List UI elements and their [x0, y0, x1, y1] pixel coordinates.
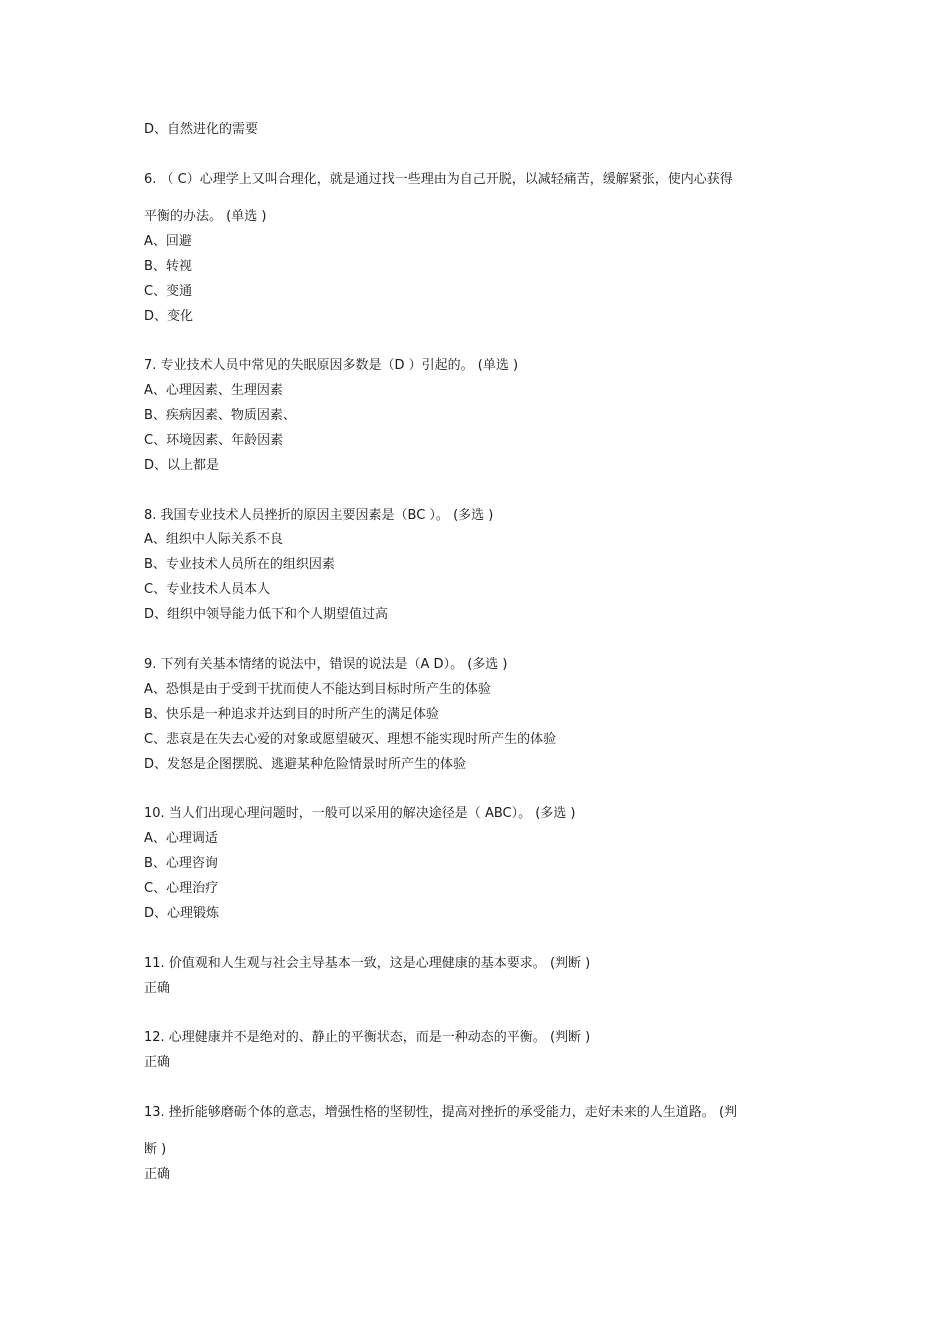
q8-option-b: B、专业技术人员所在的组织因素	[144, 557, 335, 572]
q8-option-c: C、专业技术人员本人	[144, 582, 271, 597]
q5-option-d: D、自然进化的需要	[144, 122, 259, 137]
q9-option-a: A、恐惧是由于受到干扰而使人不能达到目标时所产生的体验	[144, 682, 491, 697]
q13-question-cont: 断 )	[144, 1142, 167, 1157]
q6-option-c: C、变通	[144, 284, 193, 299]
q6-question: 6. （ C）心理学上又叫合理化，就是通过找一些理由为自己开脱，以减轻痛苦，缓解紧张，使内心获得	[144, 172, 733, 187]
q10-option-b: B、心理咨询	[144, 856, 218, 871]
q8-option-a: A、组织中人际关系不良	[144, 532, 283, 547]
q9-option-b: B、快乐是一种追求并达到目的时所产生的满足体验	[144, 707, 439, 722]
q9-option-c: C、悲哀是在失去心爱的对象或愿望破灭、理想不能实现时所产生的体验	[144, 732, 557, 747]
q10-question: 10. 当人们出现心理问题时，一般可以采用的解决途径是（ ABC）。 (多选 )	[144, 806, 576, 821]
q10-option-c: C、心理治疗	[144, 881, 219, 896]
q9-option-d: D、发怒是企图摆脱、逃避某种危险情景时所产生的体验	[144, 757, 467, 772]
q7-option-c: C、环境因素、年龄因素	[144, 433, 284, 448]
q12-answer: 正确	[144, 1055, 171, 1070]
q10-option-a: A、心理调适	[144, 831, 218, 846]
q6-option-a: A、回避	[144, 234, 192, 249]
q8-question: 8. 我国专业技术人员挫折的原因主要因素是（BC ）。 (多选 )	[144, 508, 494, 523]
q10-option-d: D、心理锻炼	[144, 906, 220, 921]
q9-question: 9. 下列有关基本情绪的说法中，错误的说法是（A D）。 (多选 )	[144, 657, 508, 672]
q7-option-a: A、心理因素、生理因素	[144, 383, 283, 398]
q7-question: 7. 专业技术人员中常见的失眠原因多数是（D ）引起的。 (单选 )	[144, 358, 519, 373]
q13-question: 13. 挫折能够磨砺个体的意志，增强性格的坚韧性，提高对挫折的承受能力，走好未来的人生道路。 (判	[144, 1105, 738, 1120]
q8-option-d: D、组织中领导能力低下和个人期望值过高	[144, 607, 389, 622]
q13-answer: 正确	[144, 1167, 171, 1182]
q11-question: 11. 价值观和人生观与社会主导基本一致，这是心理健康的基本要求。 (判断 )	[144, 956, 591, 971]
q7-option-d: D、以上都是	[144, 458, 220, 473]
q6-option-d: D、变化	[144, 309, 194, 324]
q6-question-cont: 平衡的办法。 (单选 )	[144, 209, 267, 224]
q11-answer: 正确	[144, 981, 171, 996]
q12-question: 12. 心理健康并不是绝对的、静止的平衡状态，而是一种动态的平衡。 (判断 )	[144, 1030, 591, 1045]
q6-option-b: B、转视	[144, 259, 192, 274]
q7-option-b: B、疾病因素、物质因素、	[144, 408, 296, 423]
